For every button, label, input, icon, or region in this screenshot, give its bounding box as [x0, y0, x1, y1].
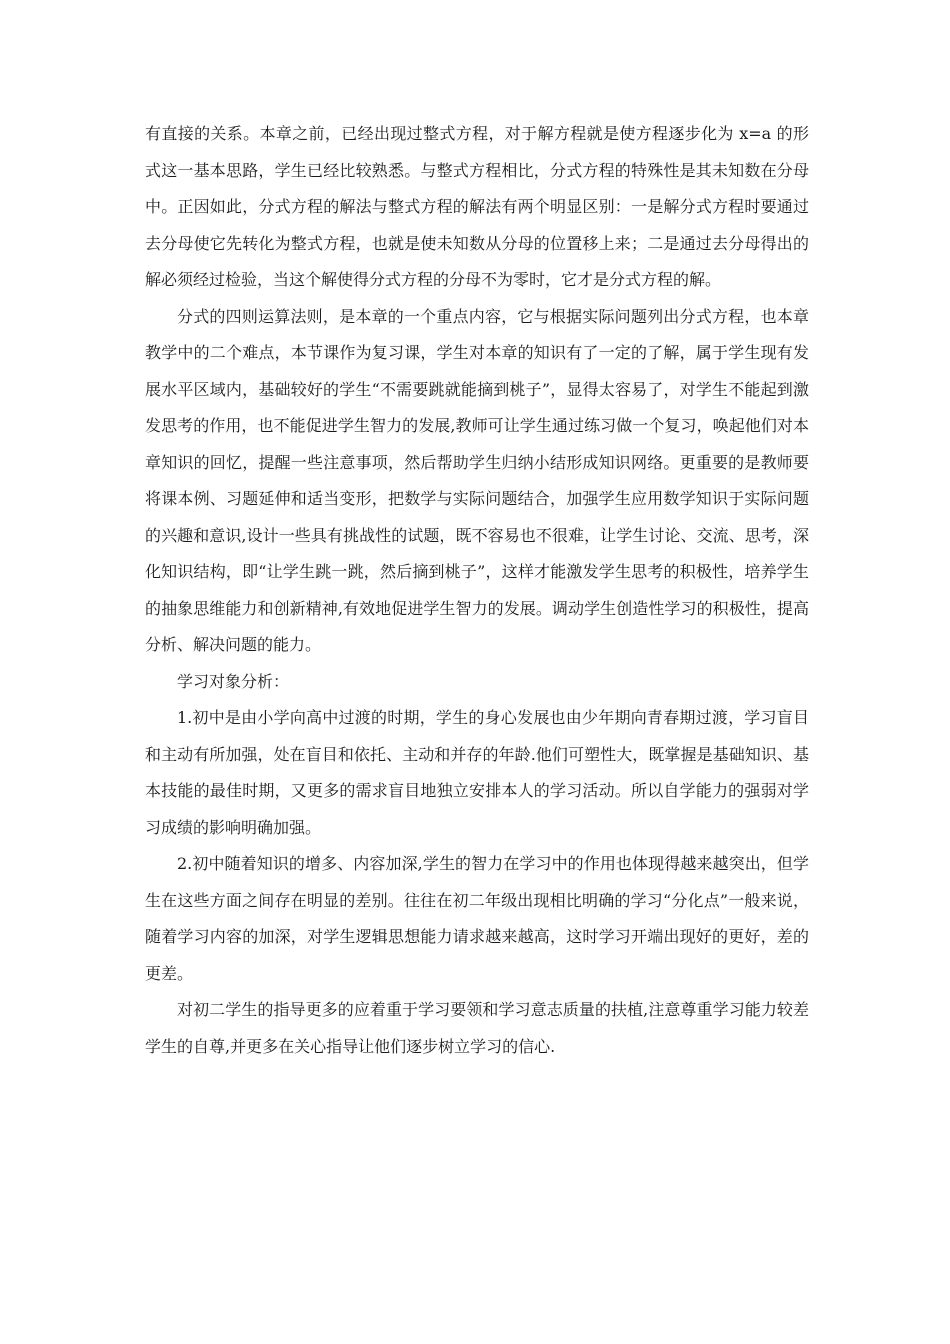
paragraph-point-2: 2.初中随着知识的增多、内容加深,学生的智力在学习中的作用也体现得越来越突出，但学生在这些方面之间存在明显的差别。往往在初二年级出现相比明确的学习“分化点”一般来说，随着学习内容的加深，对学生逻辑思想能力请求越来越高，这时学习开端出现好的更好，差的更差。 [145, 854, 809, 983]
paragraph-guidance: 对初二学生的指导更多的应着重于学习要领和学习意志质量的扶植,注意尊重学习能力较差学生的自尊,并更多在关心指导让他们逐步树立学习的信心. [145, 1000, 809, 1056]
document-body [145, 116, 809, 1065]
paragraph-teaching-analysis: 分式的四则运算法则，是本章的一个重点内容，它与根据实际问题列出分式方程，也本章教学中的二个难点，本节课作为复习课，学生对本章的知识有了一定的了解，属于学生现有发展水平区域内，基础较好的学生“不需要跳就能摘到桃子”，显得太容易了，对学生不能起到激发思考的作用，也不能促进学生智力的发展,教师可让学生通过练习做一个复习，唤起他们对本章知识的回忆，提醒一些注意事项，然后帮助学生归纳小结形成知识网络。更重要的是教师要将课本例、习题延伸和适当变形，把数学与实际问题结合，加强学生应用数学知识于实际问题的兴趣和意识,设计一些具有挑战性的试题，既不容易也不很难，让学生讨论、交流、思考，深化知识结构，即“让学生跳一跳，然后摘到桃子”，这样才能激发学生思考的积极性，培养学生的抽象思维能力和创新精神,有效地促进学生智力的发展。调动学生创造性学习的积极性，提高分析、解决问题的能力。 [145, 306, 809, 654]
paragraph-continuation: 有直接的关系。本章之前，已经出现过整式方程，对于解方程就是使方程逐步化为 x=a 的形式这一基本思路，学生已经比较熟悉。与整式方程相比，分式方程的特殊性是其未知数在分母中。正因如此，分式方程的解法与整式方程的解法有两个明显区别：一是解分式方程时要通过去分母使它先转化为整式方程，也就是使未知数从分母的位置移上来；二是通过去分母得出的解必须经过检验，当这个解使得分式方程的分母不为零时，它才是分式方程的解。 [145, 124, 809, 289]
paragraph-point-1: 1.初中是由小学向高中过渡的时期，学生的身心发展也由少年期向青春期过渡，学习盲目和主动有所加强，处在盲目和依托、主动和并存的年龄.他们可塑性大，既掌握是基础知识、基本技能的最佳时期，又更多的需求盲目地独立安排本人的学习活动。所以自学能力的强弱对学习成绩的影响明确加强。 [145, 708, 809, 837]
section-heading-learner-analysis: 学习对象分析： [177, 671, 290, 691]
